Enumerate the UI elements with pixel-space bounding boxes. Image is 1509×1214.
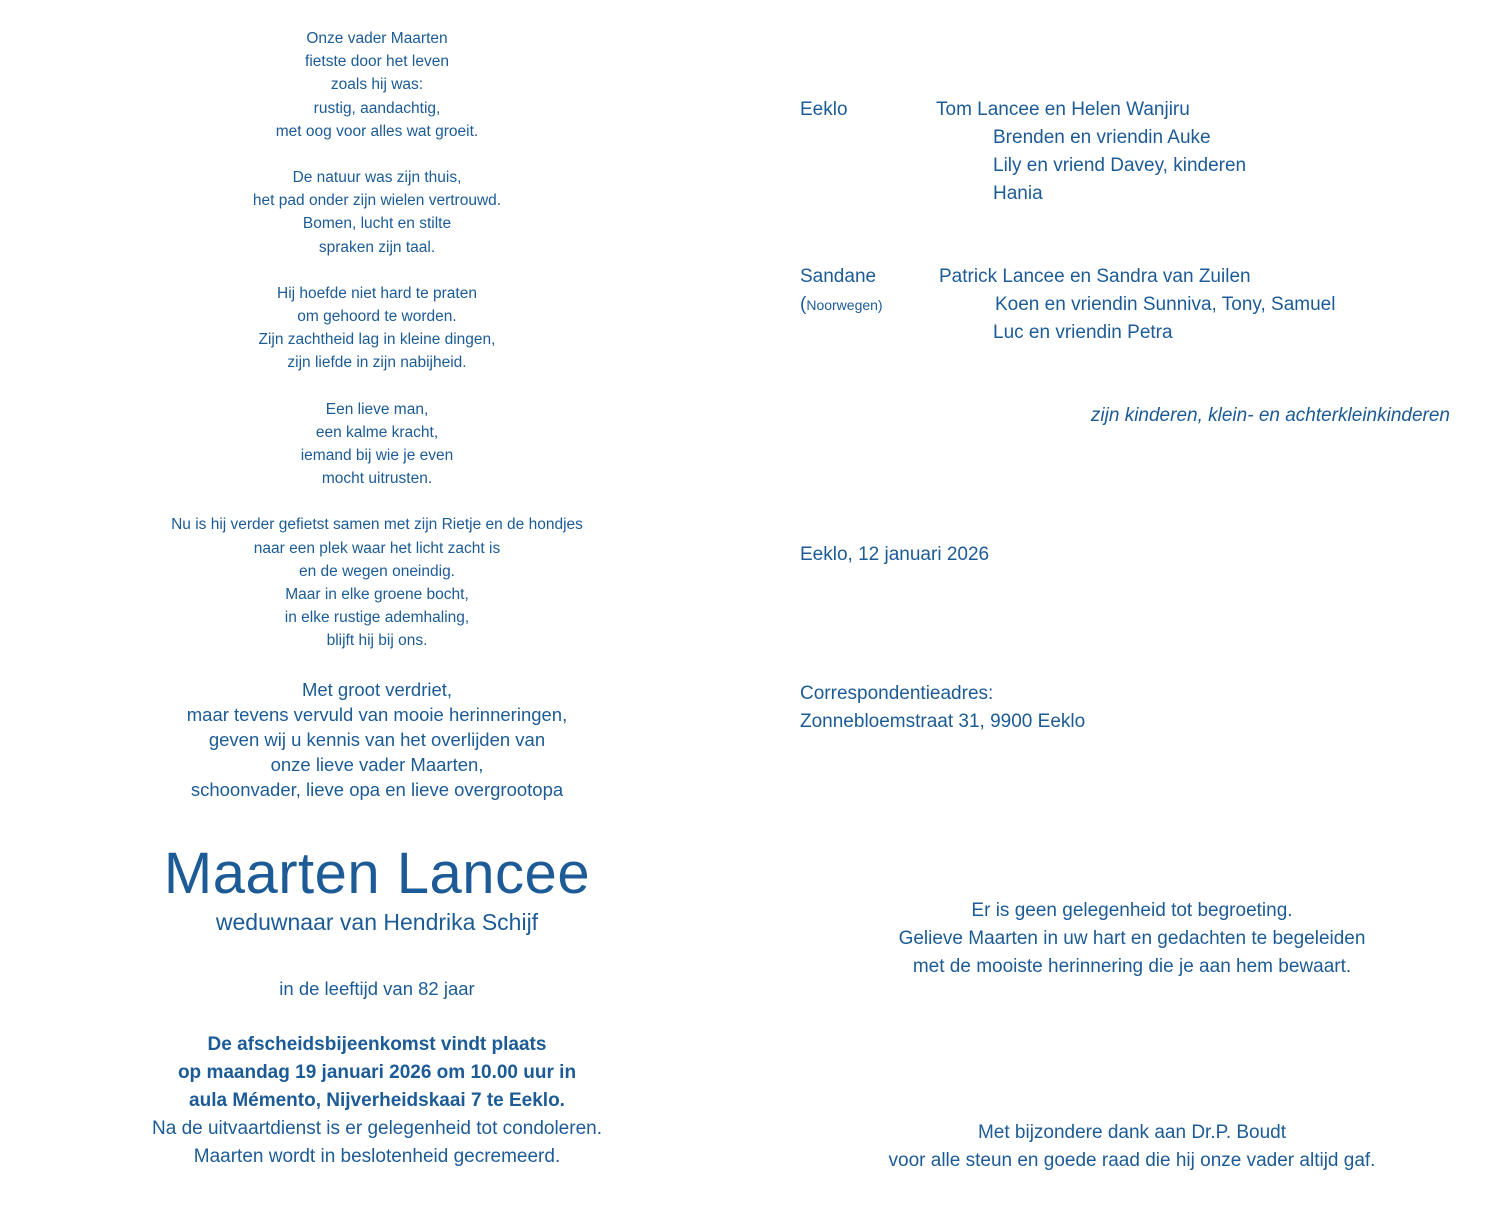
ceremony-bold-line: op maandag 19 januari 2026 om 10.00 uur in [177,1062,577,1083]
family-place-sandane: Sandane [800,266,877,287]
visitation-notice [822,897,1442,981]
poem-stanza [102,398,652,491]
poem-line: zoals hij was: [330,76,424,94]
date-line: Eeklo, 12 januari 2026 [800,544,990,565]
country-paren: ( [800,294,807,315]
poem-line: zijn liefde in zijn nabijheid. [287,354,467,372]
ceremony-info [60,1031,694,1171]
poem-stanza [102,282,652,375]
notice-line: met de mooiste herinnering die je aan hem bewaart. [912,956,1352,977]
ceremony-line: Na de uitvaartdienst is er gelegenheid tot condoleren. [152,1118,602,1139]
thanks-note [822,1119,1442,1175]
family-head-eeklo: Tom Lancee en Helen Wanjiru [936,99,1190,120]
family-signoff: zijn kinderen, klein- en achterkleinkinderen [1090,405,1450,426]
announcement-line: schoonvader, lieve opa en lieve overgrootopa [190,779,564,800]
family-place-eeklo: Eeklo [800,99,848,120]
correspondence-address [800,680,1085,736]
poem-line: Onze vader Maarten [306,30,448,47]
family-member: Hania [993,183,1043,204]
ceremony-line: Maarten wordt in beslotenheid gecremeerd. [193,1146,561,1167]
family-country [800,291,883,319]
thanks-line: voor alle steun en goede raad die hij onze vader altijd gaf. [888,1150,1376,1171]
poem-line: iemand bij wie je even [300,447,454,465]
address-label: Correspondentieadres: [800,683,994,704]
notice-line: Er is geen gelegenheid tot begroeting. [971,900,1293,921]
address-street: Zonnebloemstraat 31, 9900 Eeklo [800,711,1086,732]
poem-line: fietste door het leven [305,53,449,71]
announcement-line: geven wij u kennis van het overlijden van [208,729,546,750]
thanks-line: Met bijzondere dank aan Dr.P. Boudt [977,1122,1287,1143]
poem-line: het pad onder zijn wielen vertrouwd. [252,192,502,210]
poem [102,27,652,676]
poem-line: een kalme kracht, [315,423,439,441]
age-line: in de leeftijd van 82 jaar [279,978,475,999]
announcement-line: maar tevens vervuld van mooie herinneringen, [186,704,568,725]
deceased-name: Maarten Lancee [163,841,591,906]
poem-line: Bomen, lucht en stilte [302,215,452,233]
ceremony-bold-line: aula Mémento, Nijverheidskaai 7 te Eeklo. [189,1090,565,1111]
poem-line: Maar in elke groene bocht, [285,586,469,604]
poem-line: blijft hij bij ons. [326,632,428,650]
poem-line: om gehoord te worden. [297,308,457,326]
poem-stanza [102,27,652,143]
country-name: Noorwegen) [806,297,883,313]
family-member: Koen en vriendin Sunniva, Tony, Samuel [995,294,1336,315]
family-member: Luc en vriendin Petra [993,322,1173,343]
poem-line: Nu is hij verder gefietst samen met zijn Rietje en de hondjes [171,516,583,534]
poem-line: met oog voor alles wat groeit. [275,122,479,140]
announcement-line: Met groot verdriet, [301,679,453,700]
poem-line: Zijn zachtheid lag in kleine dingen, [258,331,496,349]
death-announcement [102,677,652,802]
family-head-sandane: Patrick Lancee en Sandra van Zuilen [939,266,1251,287]
announcement-line: onze lieve vader Maarten, [270,754,484,775]
poem-stanza [102,166,652,259]
poem-line: mocht uitrusten. [321,470,433,488]
poem-line: naar een plek waar het licht zacht is [253,539,501,557]
ceremony-bold-line: De afscheidsbijeenkomst vindt plaats [207,1034,547,1055]
poem-line: De natuur was zijn thuis, [292,169,462,187]
poem-line: en de wegen oneindig. [299,562,455,580]
widower-line: weduwnaar van Hendrika Schijf [215,909,539,935]
family-member: Lily en vriend Davey, kinderen [993,155,1247,176]
poem-line: rustig, aandachtig, [313,99,441,117]
poem-line: in elke rustige ademhaling, [284,609,470,627]
notice-line: Gelieve Maarten in uw hart en gedachten te begeleiden [898,928,1366,949]
poem-line: Hij hoefde niet hard te praten [277,284,477,302]
poem-stanza [102,513,652,652]
family-member: Brenden en vriendin Auke [993,127,1211,148]
poem-line: spraken zijn taal. [318,238,436,256]
poem-line: Een lieve man, [325,400,429,418]
